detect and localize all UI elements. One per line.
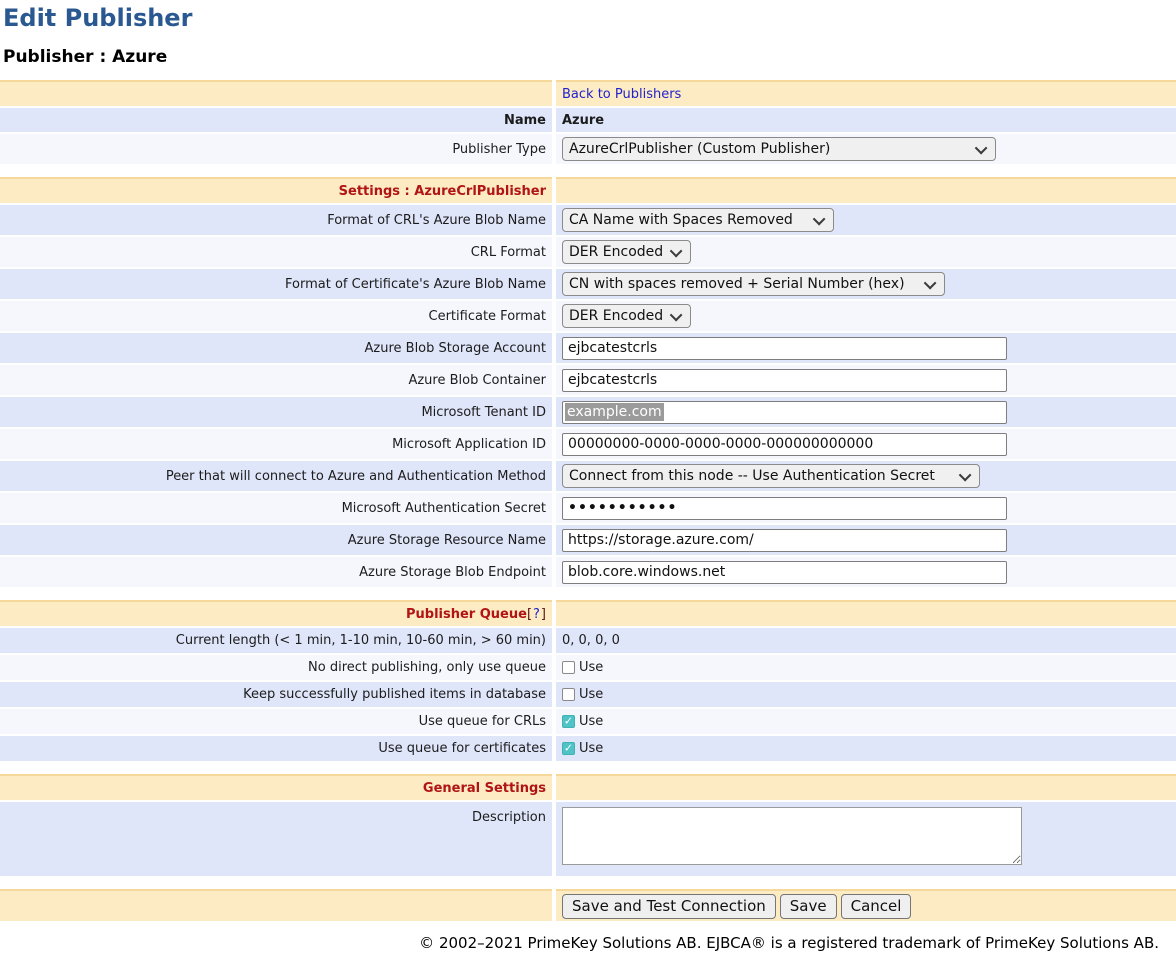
crl-format-row: [0, 237, 1176, 267]
only-queue-checkbox[interactable]: [562, 661, 575, 674]
crl-format-value: DER Encoded: [569, 244, 664, 260]
queue-only-queue-row: [0, 655, 1176, 680]
check-icon: ✓: [563, 741, 574, 755]
publisher-subtitle: Publisher : Azure: [3, 47, 168, 67]
chevron-down-icon: [670, 244, 683, 257]
crl-blob-name-format-select[interactable]: [562, 208, 834, 232]
chevron-down-icon: [959, 468, 972, 481]
storage-account-input[interactable]: [562, 337, 1007, 360]
publisher-type-label: Publisher Type: [0, 134, 552, 164]
chevron-down-icon: [670, 308, 683, 321]
crl-blob-name-format-row: [0, 205, 1176, 235]
certificate-format-value: DER Encoded: [569, 308, 664, 324]
blob-endpoint-input[interactable]: [562, 561, 1007, 584]
settings-header-row: [0, 177, 1176, 203]
publisher-type-row: [0, 134, 1176, 164]
name-value: Azure: [556, 108, 1176, 132]
storage-resource-label: Azure Storage Resource Name: [0, 525, 552, 555]
name-label: Name: [0, 108, 552, 132]
chevron-down-icon: [813, 212, 826, 225]
application-id-label: Microsoft Application ID: [0, 429, 552, 459]
actions-table: [0, 889, 1176, 921]
cert-blob-name-format-row: [0, 269, 1176, 299]
settings-table: [0, 177, 1176, 587]
chevron-down-icon: [924, 276, 937, 289]
settings-header-right: [556, 177, 1176, 203]
check-icon: ✓: [563, 714, 574, 728]
crl-format-select[interactable]: [562, 240, 691, 264]
peer-auth-method-row: [0, 461, 1176, 491]
application-id-input[interactable]: [562, 433, 1007, 456]
cert-blob-name-format-select[interactable]: [562, 272, 945, 296]
settings-section-title: Settings : AzureCrlPublisher: [338, 183, 546, 199]
queue-crls-use-label: Use: [579, 714, 604, 729]
queue-help-link[interactable]: ?: [533, 606, 540, 622]
queue-crls-checkbox[interactable]: [562, 715, 575, 728]
queue-section-title: Publisher Queue: [405, 606, 527, 622]
queue-only-queue-label: No direct publishing, only use queue: [0, 655, 552, 680]
queue-header-row: [0, 600, 1176, 626]
peer-auth-method-select[interactable]: [562, 464, 980, 488]
help-bracket-close: ]: [540, 606, 546, 622]
tenant-id-selected-text: example.com: [567, 404, 662, 420]
tenant-id-input[interactable]: [562, 401, 1007, 424]
cert-blob-name-format-value: CN with spaces removed + Serial Number (hex): [569, 276, 905, 292]
description-label: Description: [0, 802, 552, 876]
edit-publisher-page: [0, 4, 1176, 952]
publisher-type-selected-value: AzureCrlPublisher (Custom Publisher): [569, 141, 831, 157]
crl-blob-name-format-label: Format of CRL's Azure Blob Name: [0, 205, 552, 235]
blob-container-input[interactable]: [562, 369, 1007, 392]
tenant-id-label: Microsoft Tenant ID: [0, 397, 552, 427]
queue-keep-published-row: [0, 682, 1176, 707]
description-textarea[interactable]: [562, 807, 1022, 865]
application-id-row: [0, 429, 1176, 459]
queue-certificates-row: [0, 736, 1176, 761]
footer-copyright: © 2002–2021 PrimeKey Solutions AB. EJBCA® is a registered trademark of PrimeKey Solutions AB.: [419, 934, 1159, 952]
queue-keep-published-label: Keep successfully published items in database: [0, 682, 552, 707]
help-bracket-open: [: [526, 606, 533, 622]
queue-certificates-label: Use queue for certificates: [0, 736, 552, 761]
actions-left: [0, 889, 552, 921]
cert-blob-name-format-label: Format of Certificate's Azure Blob Name: [0, 269, 552, 299]
actions-row: [0, 889, 1176, 921]
auth-secret-label: Microsoft Authentication Secret: [0, 493, 552, 523]
storage-resource-row: [0, 525, 1176, 555]
peer-auth-method-label: Peer that will connect to Azure and Authentication Method: [0, 461, 552, 491]
general-section-title: General Settings: [422, 780, 546, 796]
cancel-button[interactable]: Cancel: [841, 894, 912, 919]
publisher-top-table: [0, 80, 1176, 164]
storage-account-row: [0, 333, 1176, 363]
queue-current-length-label: Current length (< 1 min, 1-10 min, 10-60 min, > 60 min): [0, 628, 552, 653]
tenant-id-row: [0, 397, 1176, 427]
auth-secret-input[interactable]: [562, 497, 1007, 520]
crl-format-label: CRL Format: [0, 237, 552, 267]
blob-container-row: [0, 365, 1176, 395]
queue-crls-label: Use queue for CRLs: [0, 709, 552, 734]
crl-blob-name-format-value: CA Name with Spaces Removed: [569, 212, 793, 228]
save-and-test-connection-button[interactable]: Save and Test Connection: [562, 894, 776, 919]
only-queue-use-label: Use: [579, 660, 604, 675]
description-row: [0, 802, 1176, 876]
queue-crls-row: [0, 709, 1176, 734]
save-button[interactable]: Save: [780, 894, 837, 919]
name-row: [0, 108, 1176, 132]
certificate-format-select[interactable]: [562, 304, 691, 328]
back-header-row: [0, 80, 1176, 106]
publisher-queue-table: [0, 600, 1176, 761]
queue-current-length-value: 0, 0, 0, 0: [556, 628, 1176, 653]
page-title: Edit Publisher: [3, 4, 193, 32]
general-settings-table: [0, 774, 1176, 876]
blob-endpoint-row: [0, 557, 1176, 587]
queue-certificates-checkbox[interactable]: [562, 742, 575, 755]
blob-container-label: Azure Blob Container: [0, 365, 552, 395]
back-to-publishers-link[interactable]: Back to Publishers: [562, 86, 682, 102]
queue-header-right: [556, 600, 1176, 626]
queue-current-length-row: [0, 628, 1176, 653]
certificate-format-label: Certificate Format: [0, 301, 552, 331]
auth-secret-row: [0, 493, 1176, 523]
certificate-format-row: [0, 301, 1176, 331]
keep-published-checkbox[interactable]: [562, 688, 575, 701]
general-header-row: [0, 774, 1176, 800]
storage-resource-input[interactable]: [562, 529, 1007, 552]
peer-auth-method-value: Connect from this node -- Use Authentication Secret: [569, 468, 935, 484]
keep-published-use-label: Use: [579, 687, 604, 702]
publisher-type-select[interactable]: [562, 137, 996, 161]
storage-account-label: Azure Blob Storage Account: [0, 333, 552, 363]
chevron-down-icon: [975, 141, 988, 154]
blob-endpoint-label: Azure Storage Blob Endpoint: [0, 557, 552, 587]
general-header-right: [556, 774, 1176, 800]
queue-certificates-use-label: Use: [579, 741, 604, 756]
back-header-left: [0, 80, 552, 106]
